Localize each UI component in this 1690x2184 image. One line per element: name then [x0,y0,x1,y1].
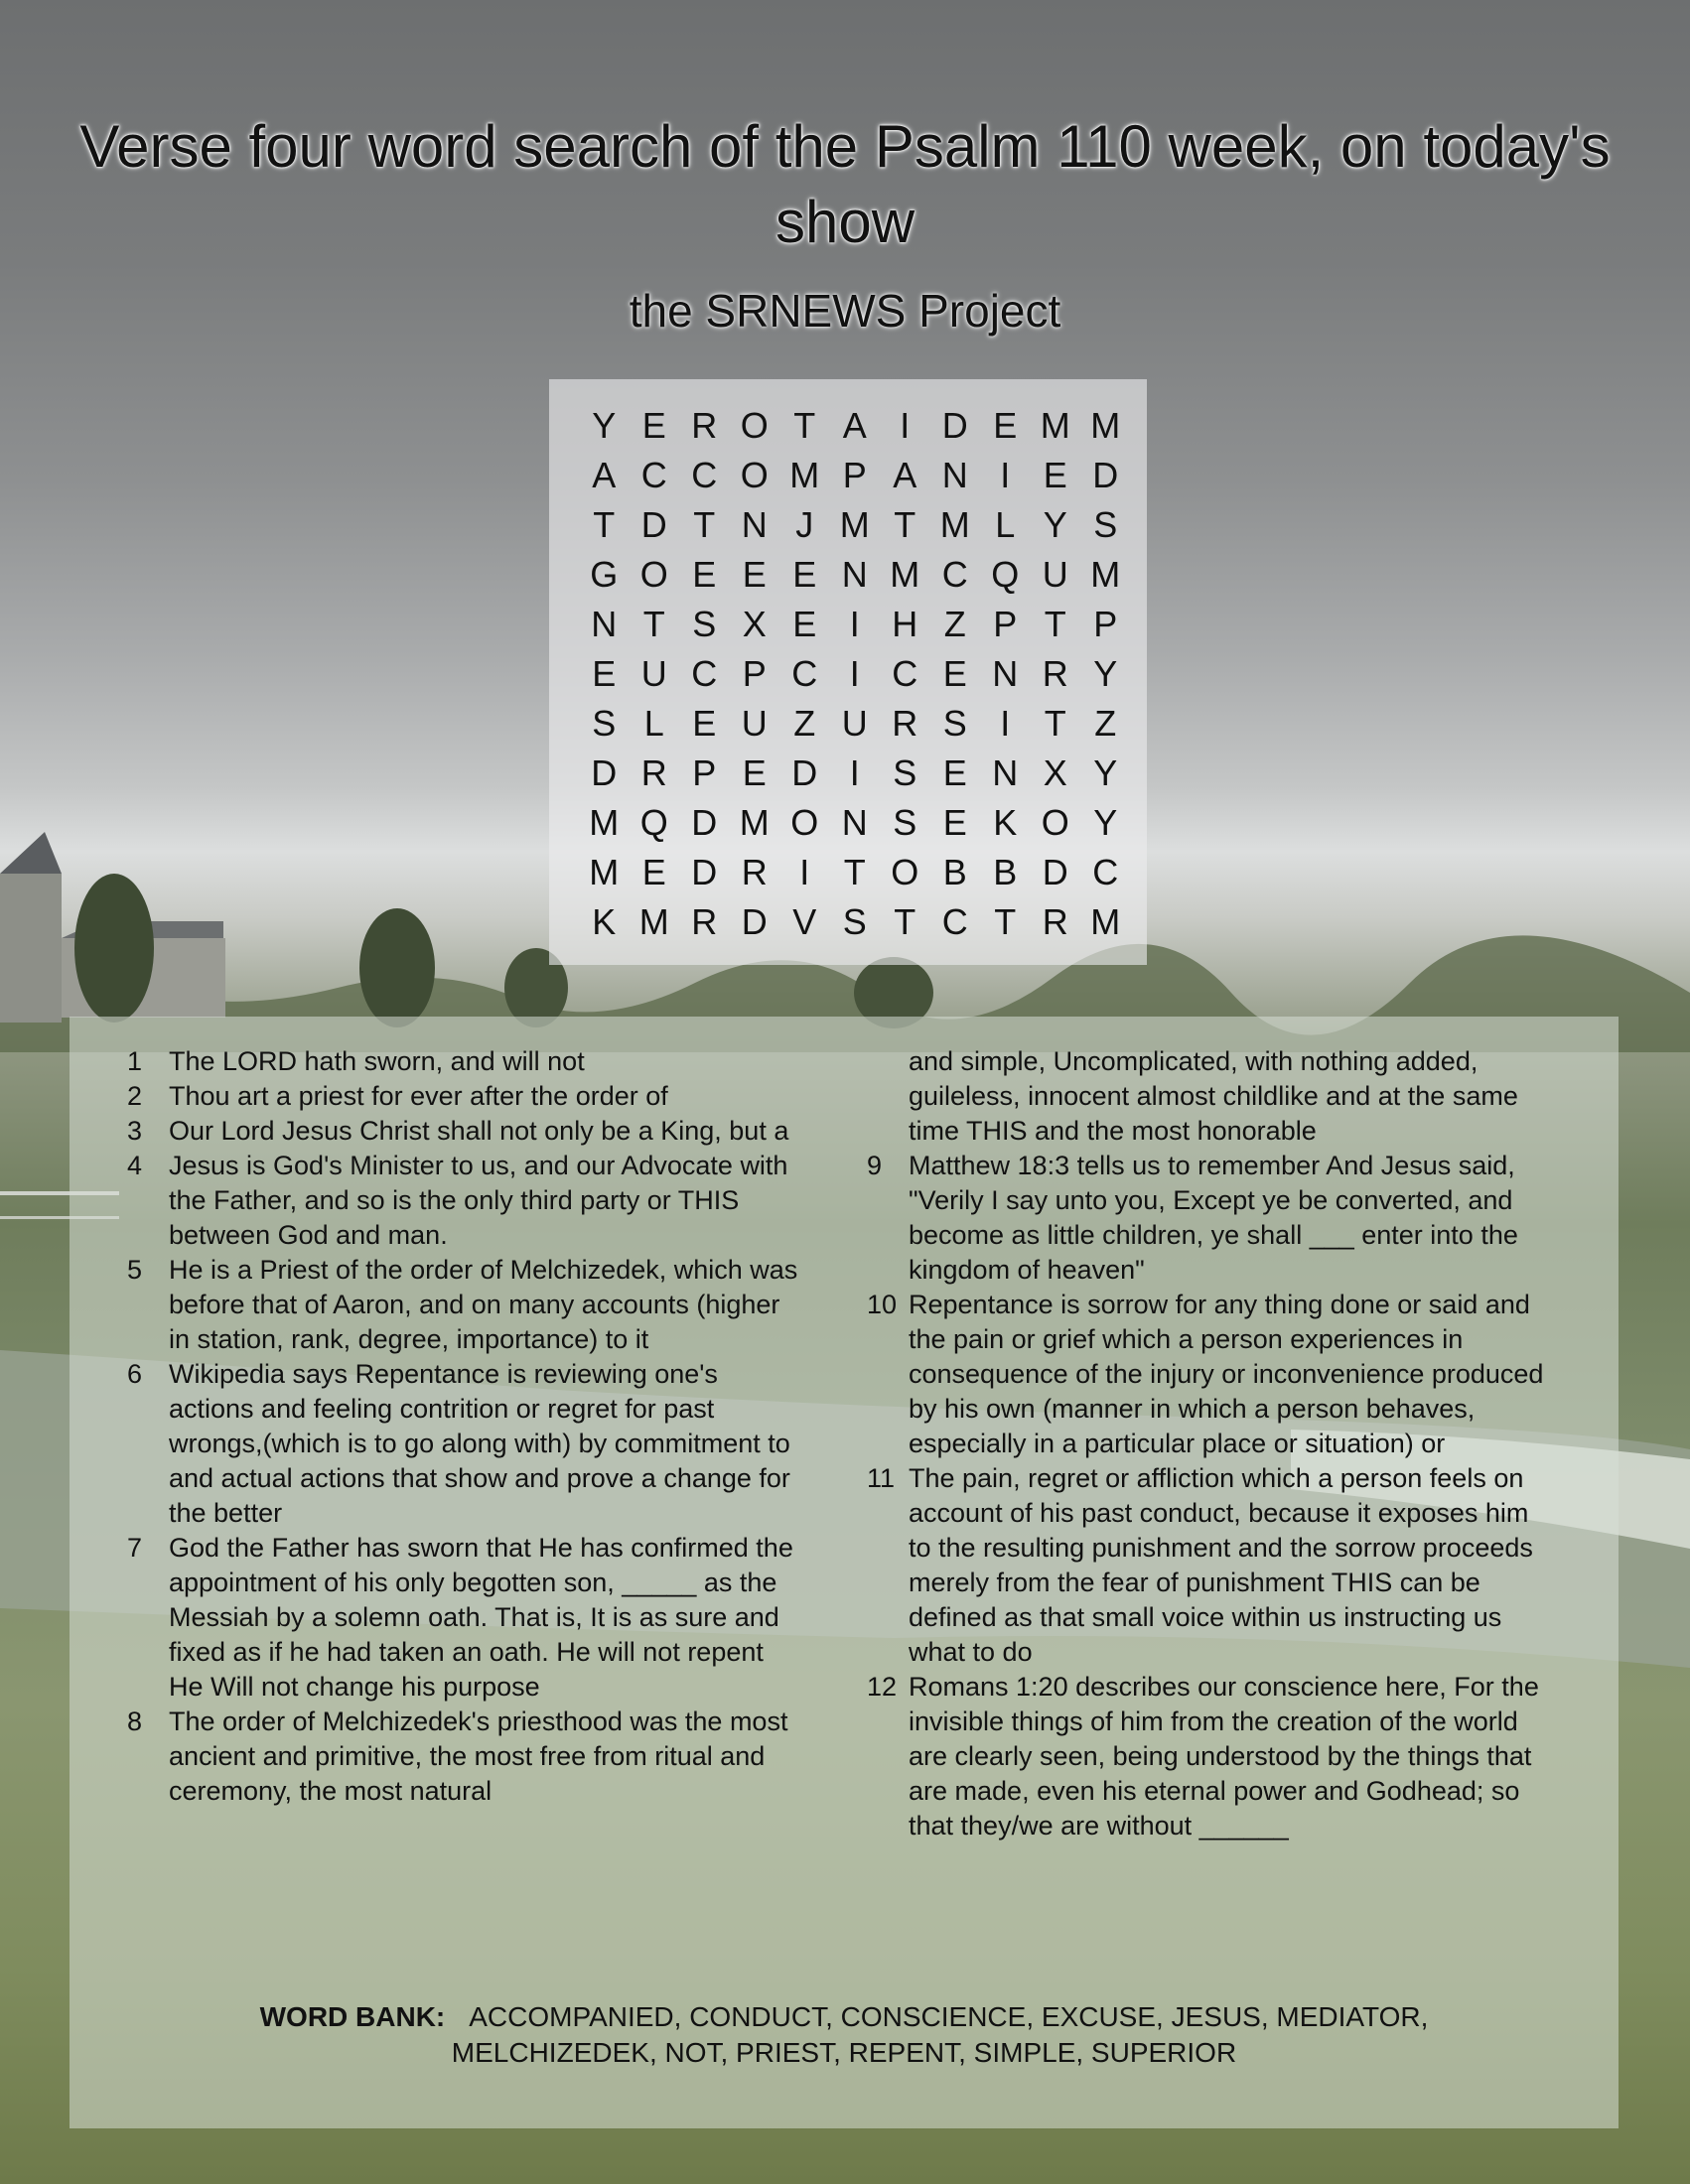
clue-number: 4 [127,1151,143,1180]
grid-letter: E [942,752,967,793]
grid-letter: S [893,802,917,843]
grid-letter: T [1044,604,1066,644]
grid-letter: T [642,604,665,644]
grid-letter: R [1042,901,1068,942]
clue-6 [119,1357,804,1531]
grid-letter: E [641,405,666,446]
clue-12 [859,1670,1544,1843]
grid-letter: Z [943,604,966,644]
clue-text: The pain, regret or affliction which a person feels on account of his past conduct, because it exposes him to the resulting punishment and the sorrow proceeds merely from the fear of punishment THIS can be defined as that small voice within us instructing us what to do [909,1463,1533,1667]
grid-letter: D [640,504,667,545]
clue-7 [119,1531,804,1705]
grid-letter: O [891,852,919,892]
grid-letter: S [942,703,967,744]
clue-text: Jesus is God's Minister to us, and our Advocate with the Father, and so is the only third party or THIS between God and man. [169,1151,788,1250]
grid-letter: C [941,901,968,942]
clue-text: Romans 1:20 describes our conscience here, For the invisible things of him from the creation of the world are clearly seen, being understood by the things that are made, even his eternal power and Godhead; so that they/we are without ______ [909,1672,1539,1841]
grid-letter: I [1000,703,1011,744]
grid-letter: O [790,802,819,843]
grid-letter: Y [592,405,617,446]
grid-letter: V [792,901,817,942]
grid-letter: T [693,504,716,545]
grid-letter: O [740,455,769,495]
grid-letter: M [1090,405,1121,446]
grid-letter: N [591,604,618,644]
grid-letter: Z [1094,703,1117,744]
grid-letter: N [741,504,768,545]
grid-letter: S [692,604,717,644]
grid-letter: C [941,554,968,595]
clues-right-column [859,1044,1544,1843]
grid-letter: M [589,802,620,843]
clue-number: 1 [127,1046,143,1076]
grid-letter: S [893,752,917,793]
clue-text: Thou art a priest for ever after the order of [169,1081,668,1111]
word-search-grid [579,401,1131,947]
grid-letter: I [1000,455,1011,495]
grid-letter: I [900,405,911,446]
grid-letter: P [1093,604,1118,644]
grid-letter: O [740,405,769,446]
grid-letter: E [641,852,666,892]
grid-letter: D [691,802,718,843]
clue-1 [119,1044,804,1079]
grid-letter: A [893,455,917,495]
grid-letter: T [994,901,1017,942]
grid-letter: J [795,504,814,545]
clues-panel [70,1017,1619,2128]
grid-letter: A [592,455,617,495]
clue-number: 7 [127,1533,143,1563]
clue-number: 12 [867,1672,898,1702]
grid-letter: N [841,554,868,595]
grid-letter: K [993,802,1018,843]
grid-letter: B [942,852,967,892]
grid-letter: E [742,554,767,595]
grid-letter: M [789,455,820,495]
grid-letter: M [589,852,620,892]
grid-letter: T [793,405,816,446]
clue-number: 9 [867,1151,883,1180]
grid-letter: P [742,653,767,694]
grid-letter: T [894,901,916,942]
grid-letter: D [1092,455,1119,495]
grid-letter: X [742,604,767,644]
grid-letter: T [1044,703,1066,744]
grid-letter: I [849,752,860,793]
grid-letter: T [843,852,866,892]
clue-number: 3 [127,1116,143,1146]
word-search-panel [549,379,1147,965]
grid-letter: Q [639,802,668,843]
grid-letter: Z [793,703,816,744]
grid-letter: D [741,901,768,942]
grid-letter: U [1042,554,1068,595]
page-subtitle: the SRNEWS Project [629,285,1061,337]
clue-4 [119,1149,804,1253]
grid-letter: S [592,703,617,744]
clue-text: Our Lord Jesus Christ shall not only be a King, but a [169,1116,789,1146]
grid-letter: E [692,554,717,595]
grid-letter: P [842,455,867,495]
grid-letter: Y [1093,752,1118,793]
grid-letter: C [691,455,718,495]
grid-letter: A [842,405,867,446]
grid-letter: N [992,653,1019,694]
clue-11 [859,1461,1544,1670]
clue-text: Repentance is sorrow for any thing done or said and the pain or grief which a person experiences in consequence of the injury or inconvenience produced by his own (manner in which a person behaves, especially in a particular place or situation) or [909,1290,1544,1458]
clue-text: He is a Priest of the order of Melchizedek, which was before that of Aaron, and on many accounts (higher in station, rank, degree, importance) to it [169,1255,798,1354]
grid-letter: D [941,405,968,446]
grid-letter: T [894,504,916,545]
grid-letter: M [890,554,920,595]
grid-letter: E [942,653,967,694]
grid-letter: T [593,504,616,545]
clue-10 [859,1288,1544,1461]
grid-letter: R [741,852,768,892]
grid-letter: E [792,604,817,644]
grid-letter: R [1042,653,1068,694]
grid-letter: L [995,504,1016,545]
grid-letter: D [791,752,818,793]
grid-letter: C [640,455,667,495]
clue-text: God the Father has sworn that He has confirmed the appointment of his only begotten son, _____ as the Messiah by a solemn oath. That is, It is as sure and fixed as if he had taken an oath. He will not repent He Will not change his purpose [169,1533,793,1702]
grid-letter: C [1092,852,1119,892]
grid-letter: X [1043,752,1067,793]
grid-letter: D [691,852,718,892]
clue-3 [119,1114,804,1149]
clue-8 [119,1705,804,1809]
clue-8-continued: and simple, Uncomplicated, with nothing added, guileless, innocent almost childlike and at the same time THIS and the most honorable [909,1046,1518,1146]
clue-number: 2 [127,1081,143,1111]
clue-text: The order of Melchizedek's priesthood was the most ancient and primitive, the most free from ritual and ceremony, the most natural [169,1706,788,1806]
clue-2 [119,1079,804,1114]
grid-letter: M [1040,405,1070,446]
grid-letter: R [892,703,918,744]
grid-letter: P [692,752,717,793]
grid-letter: Q [991,554,1020,595]
grid-letter: O [1041,802,1069,843]
grid-letter: I [799,852,810,892]
grid-letter: N [941,455,968,495]
grid-letter: E [792,554,817,595]
grid-letter: I [849,604,860,644]
clue-text: Matthew 18:3 tells us to remember And Jesus said, "Verily I say unto you, Except ye be converted, and become as little children, ye shall ___ enter into the kingdom of heaven" [909,1151,1518,1285]
clue-5 [119,1253,804,1357]
clue-number: 6 [127,1359,143,1389]
grid-letter: U [741,703,768,744]
grid-letter: N [992,752,1019,793]
grid-letter: R [691,901,718,942]
grid-letter: D [1042,852,1068,892]
grid-letter: D [591,752,618,793]
grid-letter: Y [1093,653,1118,694]
grid-letter: K [592,901,617,942]
grid-letter: L [643,703,664,744]
grid-letter: M [1090,554,1121,595]
grid-letter: C [691,653,718,694]
clue-number: 10 [867,1290,898,1319]
word-bank-label: WORD BANK: [259,2001,446,2032]
clues-left-column [119,1044,804,1809]
grid-letter: Y [1043,504,1067,545]
grid-letter: U [841,703,868,744]
clue-text: Wikipedia says Repentance is reviewing one's actions and feeling contrition or regret for past wrongs,(which is to go along with) by commitment to and actual actions that show and prove a change for the better [169,1359,790,1528]
grid-letter: S [842,901,867,942]
grid-letter: R [640,752,667,793]
clue-number: 11 [867,1463,896,1493]
grid-letter: M [839,504,870,545]
grid-letter: Y [1093,802,1118,843]
grid-letter: E [592,653,617,694]
clue-text: The LORD hath sworn, and will not [169,1046,585,1076]
grid-letter: I [849,653,860,694]
grid-letter: O [639,554,668,595]
grid-letter: E [1043,455,1067,495]
grid-letter: M [1090,901,1121,942]
word-bank [179,1999,1509,2071]
grid-letter: H [892,604,918,644]
grid-letter: M [939,504,970,545]
grid-letter: G [590,554,619,595]
grid-letter: E [692,703,717,744]
clue-9 [859,1149,1544,1288]
grid-letter: C [892,653,918,694]
grid-letter: E [942,802,967,843]
grid-letter: N [841,802,868,843]
grid-letter: B [993,852,1018,892]
grid-letter: R [691,405,718,446]
clue-number: 8 [127,1706,143,1736]
grid-letter: M [638,901,669,942]
grid-letter: S [1093,504,1118,545]
page-title: Verse four word search of the Psalm 110 week, on today's show [79,113,1611,255]
grid-letter: E [993,405,1018,446]
clue-number: 5 [127,1255,143,1285]
grid-letter: C [791,653,818,694]
grid-letter: P [993,604,1018,644]
grid-letter: U [640,653,667,694]
word-bank-words: ACCOMPANIED, CONDUCT, CONSCIENCE, EXCUSE, JESUS, MEDIATOR, MELCHIZEDEK, NOT, PRIEST, REPENT, SIMPLE, SUPERIOR [451,2001,1429,2068]
grid-letter: E [742,752,767,793]
grid-letter: M [739,802,770,843]
